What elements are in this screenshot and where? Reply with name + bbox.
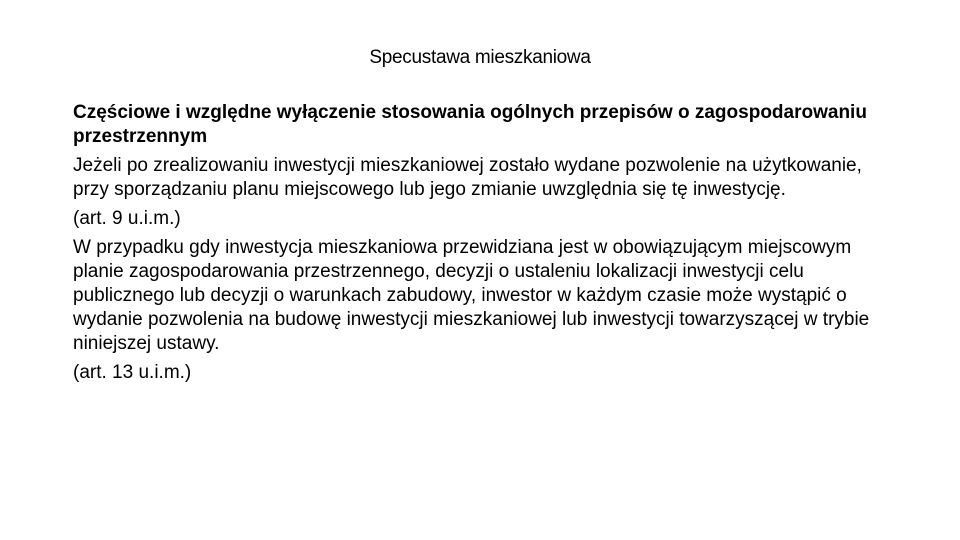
- paragraph-art9: Jeżeli po zrealizowaniu inwestycji mieszkaniowej zostało wydane pozwolenie na użytkowanie, przy sporządzaniu planu miejscowego lub jego zmianie uwzględnia się tę inwestycję.: [73, 155, 862, 200]
- citation-art9: (art. 9 u.i.m.): [73, 208, 181, 229]
- slide-body: [73, 101, 893, 385]
- citation-art13: (art. 13 u.i.m.): [73, 362, 192, 383]
- paragraph-art13: W przypadku gdy inwestycja mieszkaniowa przewidziana jest w obowiązującym miejscowym planie zagospodarowania przestrzennego, decyzji o ustaleniu lokalizacji inwestycji celu publicznego lub decyzji o warunkach zabudowy, inwestor w każdym czasie może wystąpić o wydanie pozwolenia na budowę inwestycji mieszkaniowej lub inwestycji towarzyszącej w trybie niniejszej ustawy.: [73, 237, 870, 354]
- slide-title: Specustawa mieszkaniowa: [369, 47, 591, 68]
- section-heading: Częściowe i względne wyłączenie stosowania ogólnych przepisów o zagospodarowaniu przestrzennym: [73, 102, 867, 147]
